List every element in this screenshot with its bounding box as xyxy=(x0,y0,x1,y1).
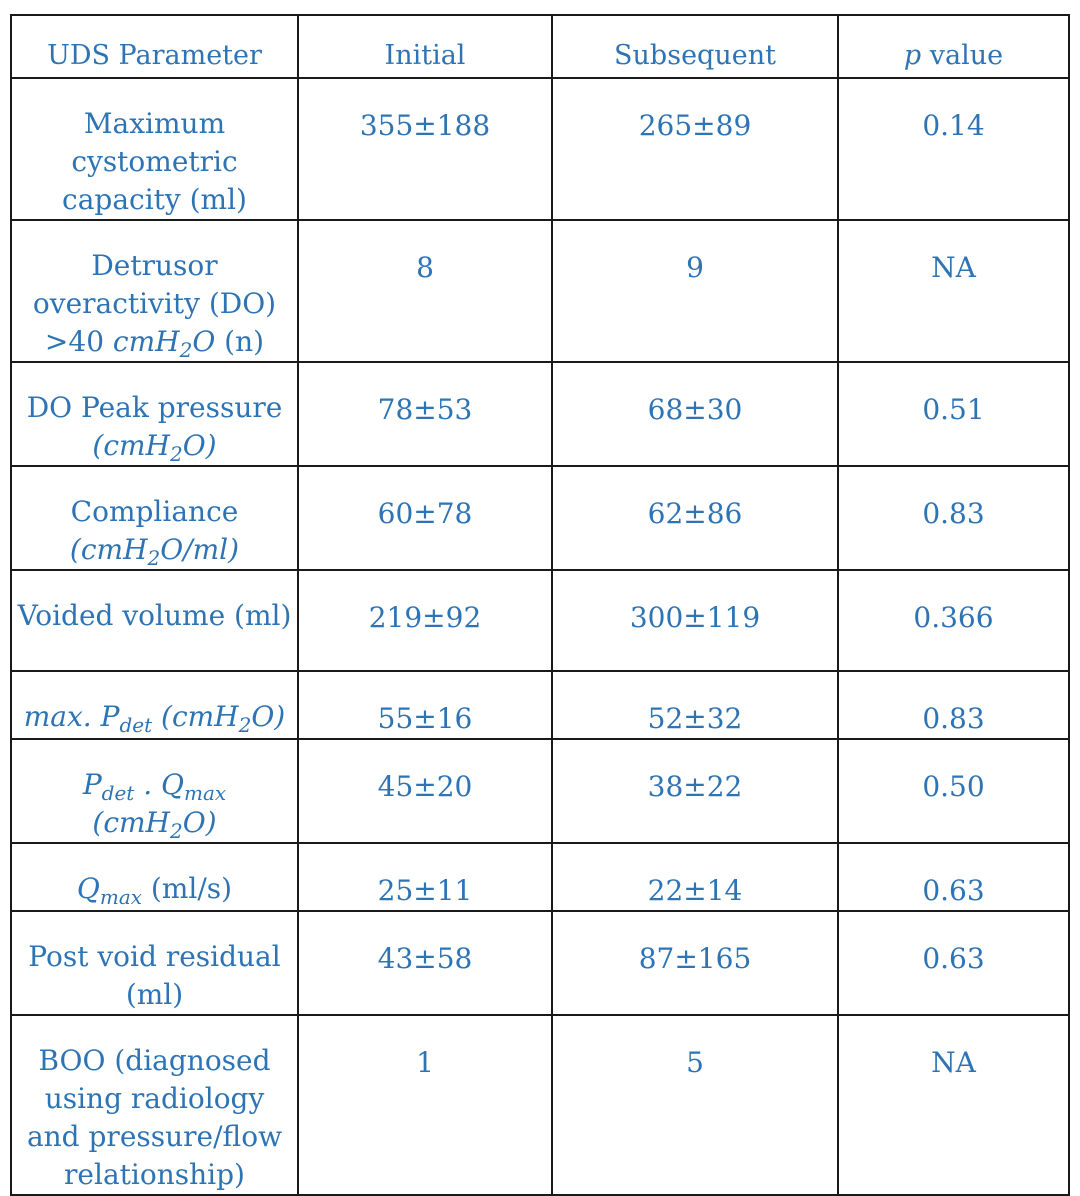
row-parameter: DO Peak pressure (cmH$_2$O) xyxy=(11,362,298,466)
row-parameter: max. $P_{det}$ (cmH$_2$O) xyxy=(11,671,298,739)
header-uds-parameter: UDS Parameter xyxy=(11,15,298,78)
row-p-value: 0.366 xyxy=(838,570,1069,671)
row-p-value: NA xyxy=(838,220,1069,362)
row-initial: 219±92 xyxy=(298,570,552,671)
header-p-rest: value xyxy=(921,40,1004,71)
row-subsequent: 62±86 xyxy=(552,466,838,570)
row-p-value: 0.83 xyxy=(838,671,1069,739)
row-p-value: NA xyxy=(838,1015,1069,1195)
row-initial: 55±16 xyxy=(298,671,552,739)
table-row xyxy=(11,570,1069,671)
table-row xyxy=(11,220,1069,362)
row-parameter: Maximum cystometric capacity (ml) xyxy=(11,78,298,220)
row-initial: 355±188 xyxy=(298,78,552,220)
row-initial: 1 xyxy=(298,1015,552,1195)
row-initial: 8 xyxy=(298,220,552,362)
row-subsequent: 300±119 xyxy=(552,570,838,671)
header-p-italic: p xyxy=(903,40,922,71)
row-initial: 45±20 xyxy=(298,739,552,843)
row-parameter: Voided volume (ml) xyxy=(11,570,298,671)
row-p-value: 0.50 xyxy=(838,739,1069,843)
row-parameter: $P_{det}$ . $Q_{max}$ (cmH$_2$O) xyxy=(11,739,298,843)
row-subsequent: 38±22 xyxy=(552,739,838,843)
table-row xyxy=(11,739,1069,843)
header-subsequent: Subsequent xyxy=(552,15,838,78)
row-subsequent: 52±32 xyxy=(552,671,838,739)
row-parameter: Detrusor overactivity (DO) >40 cmH$_2$O (n) xyxy=(11,220,298,362)
uds-parameter-table xyxy=(10,14,1070,1196)
row-initial: 60±78 xyxy=(298,466,552,570)
table-row xyxy=(11,362,1069,466)
header-initial: Initial xyxy=(298,15,552,78)
row-p-value: 0.63 xyxy=(838,843,1069,911)
table-row xyxy=(11,78,1069,220)
row-subsequent: 87±165 xyxy=(552,911,838,1015)
row-subsequent: 22±14 xyxy=(552,843,838,911)
table-row xyxy=(11,1015,1069,1195)
row-parameter: Compliance (cmH$_2$O/ml) xyxy=(11,466,298,570)
row-subsequent: 68±30 xyxy=(552,362,838,466)
row-p-value: 0.14 xyxy=(838,78,1069,220)
row-subsequent: 265±89 xyxy=(552,78,838,220)
row-parameter: $Q_{max}$ (ml/s) xyxy=(11,843,298,911)
row-p-value: 0.83 xyxy=(838,466,1069,570)
row-parameter: Post void residual (ml) xyxy=(11,911,298,1015)
header-p-value xyxy=(838,15,1069,78)
row-p-value: 0.63 xyxy=(838,911,1069,1015)
row-subsequent: 5 xyxy=(552,1015,838,1195)
row-initial: 25±11 xyxy=(298,843,552,911)
table-row xyxy=(11,911,1069,1015)
row-initial: 43±58 xyxy=(298,911,552,1015)
row-p-value: 0.51 xyxy=(838,362,1069,466)
table-row xyxy=(11,466,1069,570)
row-subsequent: 9 xyxy=(552,220,838,362)
table-row xyxy=(11,843,1069,911)
table-row xyxy=(11,671,1069,739)
table-header-row xyxy=(11,15,1069,78)
row-initial: 78±53 xyxy=(298,362,552,466)
row-parameter: BOO (diagnosed using radiology and pressure/flow relationship) xyxy=(11,1015,298,1195)
